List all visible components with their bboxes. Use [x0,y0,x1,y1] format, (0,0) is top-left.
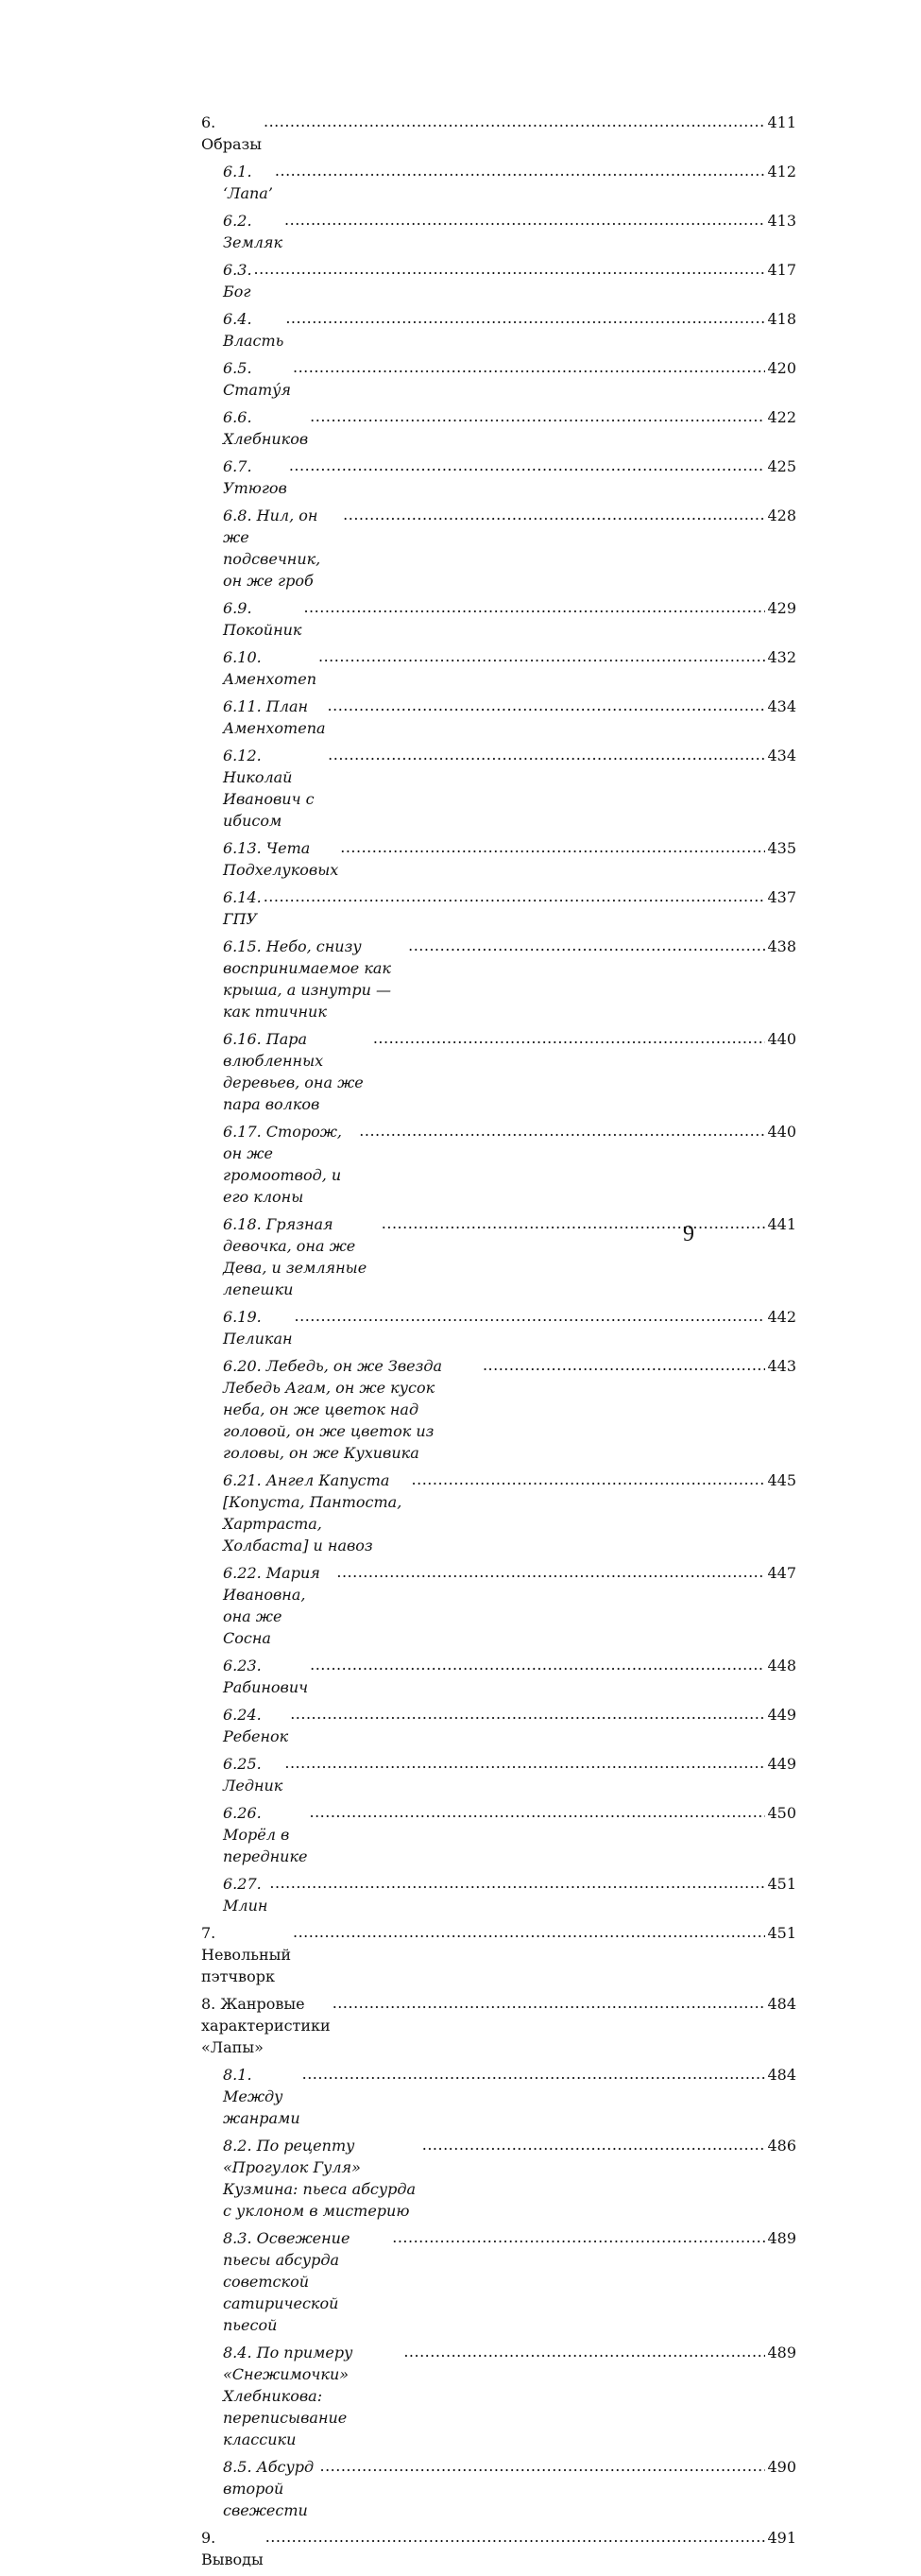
toc-entry-title: 6.16. Пара влюбленных деревьев, она же пара волков [223,1030,364,1113]
toc-subentry [201,936,796,1022]
toc-entry-title: 7. Невольный пэтчворк [201,1924,291,1985]
dot-leader [303,596,765,618]
toc-entry-page: 489 [767,2344,796,2361]
toc-subentry [201,1753,796,1796]
toc-subentry [201,161,796,204]
toc-entry-page: 449 [767,1755,796,1773]
toc-subentry [201,1121,796,1208]
toc-subentry [201,1213,796,1300]
toc-entry [201,112,796,155]
toc-subentry [201,2456,796,2521]
dot-leader [275,160,766,181]
toc-entry [201,1993,796,2058]
toc-entry-title: 6.21. Ангел Капуста [Копуста, Пантоста, Хартраста, Холбаста] и навоз [223,1471,402,1554]
dot-leader [403,2341,765,2362]
toc-entry-title: 6.7. Утюгов [223,457,287,497]
toc-entry-page: 413 [767,212,796,230]
toc-entry-page: 490 [767,2458,796,2476]
dot-leader [254,258,766,280]
toc-entry-page: 428 [767,507,796,524]
toc-entry-title: 6.17. Сторож, он же громоотвод, и его клоны [223,1123,342,1206]
toc-subentry [201,1655,796,1698]
toc-entry-page: 440 [767,1123,796,1141]
toc-entry-page: 445 [767,1471,796,1489]
toc-entry-title: 6.4. Власть [223,310,284,350]
toc-entry-title: 6. Образы [201,113,262,153]
toc-entry-page: 420 [767,359,796,377]
toc-entry-page: 429 [767,599,796,617]
toc-entry-title: 9. Выводы [201,2529,264,2568]
toc-subentry [201,1028,796,1115]
toc-entry-title: 6.24. Ребенок [223,1706,289,1745]
dot-leader [293,1921,765,1943]
toc-entry-page: 442 [767,1308,796,1326]
toc-subentry [201,308,796,352]
toc-entry-page: 491 [767,2529,796,2547]
toc-entry-title: 6.27. Млин [223,1875,268,1915]
toc-entry-title: 6.19. Пеликан [223,1308,293,1348]
dot-leader [333,1992,766,2014]
toc-entry-page: 438 [767,937,796,955]
toc-entry-title: 6.23. Рабинович [223,1657,309,1696]
toc-entry [201,2527,796,2570]
toc-subentry [201,455,796,499]
toc-entry-page: 484 [767,2066,796,2084]
dot-leader [309,1801,765,1823]
toc-subentry [201,1562,796,1649]
toc-entry-title: 6.3. Бог [223,261,252,301]
toc-subentry [201,357,796,401]
toc-entry-page: 411 [767,113,796,131]
toc-entry-page: 451 [767,1875,796,1893]
toc-subentry [201,210,796,253]
dot-leader [359,1120,765,1142]
toc-subentry [201,837,796,881]
toc-subentry [201,597,796,641]
toc-entry-title: 6.14. ГПУ [223,888,262,928]
dot-leader [483,1354,766,1376]
toc-entry-title: 6.18. Грязная девочка, она же Дева, и земляные лепешки [223,1215,367,1298]
toc-entry-title: 6.1. ‘Лапа’ [223,163,273,202]
dot-leader [284,209,765,231]
toc-subentry [201,1873,796,1916]
toc-subentry [201,886,796,930]
dot-leader [422,2134,766,2155]
toc-entry-page: 434 [767,747,796,764]
toc-entry-title: 6.22. Мария Ивановна, она же Сосна [223,1564,320,1647]
toc-entry-page: 484 [767,1995,796,2013]
dot-leader [408,935,765,956]
toc-entry-page: 417 [767,261,796,279]
dot-leader [328,744,765,765]
toc-subentry [201,745,796,832]
toc-entry-title: 6.6. Хлебников [223,408,309,448]
dot-leader [340,836,765,858]
toc-subentry [201,259,796,302]
dot-leader [319,2455,765,2477]
toc-entry-title: 6.20. Лебедь, он же Звезда Лебедь Агам, он же кусок неба, он же цветок над головой, он же цветок из головы, он же Кухивика [223,1357,443,1462]
dot-leader [318,645,765,667]
dot-leader [265,2526,766,2548]
toc-entry-title: 8.1. Между жанрами [223,2066,300,2127]
dot-leader [293,356,765,378]
toc-subentry [201,1355,796,1464]
toc-entry-page: 432 [767,648,796,666]
table-of-contents [201,112,796,2576]
toc-entry-title: 6.15. Небо, снизу воспринимаемое как крыша, а изнутри — как птичник [223,937,391,1021]
toc-subentry [201,696,796,739]
toc-subentry [201,1306,796,1349]
toc-entry-title: 6.2. Земляк [223,212,283,251]
toc-entry-page: 422 [767,408,796,426]
toc-entry-page: 450 [767,1804,796,1822]
toc-entry-title: 6.25. Ледник [223,1755,283,1795]
dot-leader [264,885,766,907]
toc-entry-page: 486 [767,2137,796,2155]
dot-leader [392,2226,765,2248]
toc-entry-title: 6.11. План Аменхотепа [223,697,326,737]
page-number: 9 [683,1222,694,1246]
dot-leader [328,695,766,716]
toc-entry-title: 8.5. Абсурд второй свежести [223,2458,315,2519]
toc-entry-title: 8.4. По примеру «Снежимочки» Хлебникова: переписывание классики [223,2344,353,2448]
toc-entry-page: 449 [767,1706,796,1724]
toc-entry-page: 451 [767,1924,796,1942]
dot-leader [310,1654,765,1675]
toc-subentry [201,1704,796,1747]
dot-leader [289,455,766,476]
toc-entry-title: 6.26. Морёл в переднике [223,1804,308,1865]
toc-subentry [201,646,796,690]
toc-subentry [201,2135,796,2222]
toc-entry-page: 447 [767,1564,796,1582]
toc-entry-page: 441 [767,1215,796,1233]
dot-leader [284,1752,765,1774]
toc-subentry [201,505,796,592]
dot-leader [382,1212,766,1234]
toc-subentry [201,1802,796,1867]
toc-entry [201,1922,796,1987]
dot-leader [343,504,765,525]
toc-entry-title: 6.9. Покойник [223,599,302,639]
toc-subentry [201,406,796,450]
toc-entry-title: 6.8. Нил, он же подсвечник, он же гроб [223,507,321,590]
toc-entry-title: 6.13. Чета Подхелуковых [223,839,339,879]
dot-leader [295,1305,766,1327]
toc-entry-title: 6.10. Аменхотеп [223,648,316,688]
dot-leader [302,2063,766,2085]
dot-leader [285,307,765,329]
dot-leader [290,1703,765,1725]
toc-entry-title: 8.2. По рецепту «Прогулок Гуля» Кузмина: пьеса абсурда с уклоном в мистерию [223,2137,417,2220]
toc-entry-page: 412 [767,163,796,180]
dot-leader [310,405,765,427]
toc-entry-page: 425 [767,457,796,475]
toc-entry-page: 448 [767,1657,796,1674]
toc-entry-page: 435 [767,839,796,857]
toc-subentry [201,2342,796,2450]
toc-entry-page: 443 [767,1357,796,1375]
dot-leader [264,111,765,132]
toc-entry-title: 6.5. Стату́я [223,359,291,399]
dot-leader [412,1468,766,1490]
toc-subentry [201,1469,796,1556]
toc-entry-page: 489 [767,2229,796,2247]
toc-entry-page: 434 [767,697,796,715]
dot-leader [336,1561,765,1583]
dot-leader [373,1027,766,1049]
toc-entry-page: 440 [767,1030,796,1048]
toc-subentry [201,2064,796,2129]
toc-entry-title: 8.3. Освежение пьесы абсурда советской сатирической пьесой [223,2229,350,2334]
dot-leader [269,1872,765,1894]
toc-entry-title: 6.12. Николай Иванович с ибисом [223,747,315,830]
toc-entry-page: 437 [767,888,796,906]
toc-subentry [201,2227,796,2336]
toc-entry-page: 418 [767,310,796,328]
toc-entry-title: 8. Жанровые характеристики «Лапы» [201,1995,331,2056]
